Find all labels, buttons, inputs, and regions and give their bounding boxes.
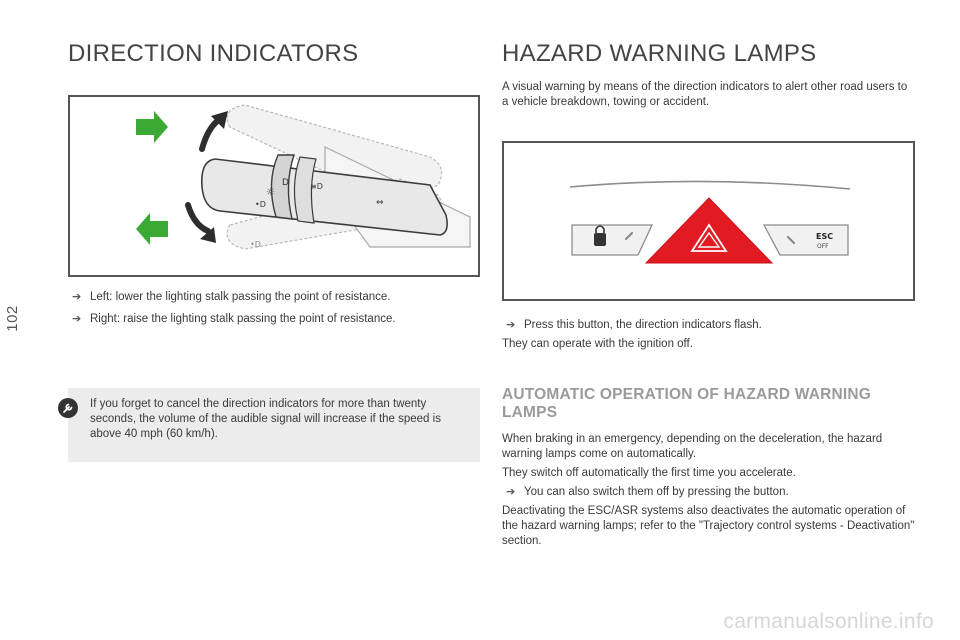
stalk-instructions-list [68, 290, 482, 334]
hazard-warning-lamps-title: HAZARD WARNING LAMPS [502, 40, 817, 67]
bullet-arrow-icon: ➔ [72, 291, 82, 303]
bullet-arrow-icon: ➔ [506, 319, 516, 331]
list-item: ➔ Press this button, the direction indicators flash. [506, 319, 762, 331]
list-item: ➔ Left: lower the lighting stalk passing the point of resistance. [72, 291, 391, 303]
watermark: carmanualsonline.info [723, 610, 934, 633]
hazard-triangle-icon [646, 198, 772, 263]
svg-text:•D: •D [255, 200, 266, 209]
hazard-button-illustration [502, 141, 915, 301]
auto-operation-para-3: Deactivating the ESC/ASR systems also deactivates the automatic operation of the hazard warning lamps; refer to the "Trajectory control systems - Deactivation" section. [502, 505, 915, 547]
esc-label: ESC [816, 232, 834, 241]
list-item: ➔ Right: raise the lighting stalk passing the point of resistance. [72, 313, 396, 325]
raise-arrow-icon [202, 119, 220, 149]
lighting-stalk-illustration [68, 95, 480, 277]
automatic-operation-title: AUTOMATIC OPERATION OF HAZARD WARNING LAMPS [502, 386, 872, 421]
lighting-stalk-drawing [70, 97, 478, 275]
svg-text:≡D: ≡D [310, 182, 323, 191]
page-number: 102 [3, 304, 21, 332]
note-text: If you forget to cancel the direction indicators for more than twenty seconds, the volume of the audible signal will increase if the speed is above 40 mph (60 km/h). [90, 398, 441, 440]
svg-text:•D: •D [250, 240, 261, 249]
svg-text:D: D [282, 178, 289, 188]
wrench-note-icon [58, 398, 78, 418]
hazard-panel-drawing [504, 143, 913, 299]
list-item: ➔ You can also switch them off by pressing the button. [506, 486, 789, 498]
bullet-arrow-icon: ➔ [506, 486, 516, 498]
ignition-off-text: They can operate with the ignition off. [502, 338, 693, 350]
off-label: OFF [817, 243, 829, 250]
green-arrow-left-icon [136, 213, 168, 245]
auto-operation-para-2: They switch off automatically the first time you accelerate. [502, 467, 796, 479]
auto-operation-para-1: When braking in an emergency, depending on the deceleration, the hazard warning lamps come on automatically. [502, 433, 883, 460]
svg-text:⇔: ⇔ [376, 198, 384, 208]
direction-indicators-title: DIRECTION INDICATORS [68, 40, 359, 67]
reminder-note [68, 388, 480, 462]
green-arrow-right-icon [136, 111, 168, 143]
hazard-intro-text: A visual warning by means of the direction indicators to alert other road users to a vehicle breakdown, towing or accident. [502, 81, 908, 108]
svg-text:☼: ☼ [266, 187, 275, 198]
lower-arrow-icon [188, 205, 208, 231]
bullet-arrow-icon: ➔ [72, 313, 82, 325]
